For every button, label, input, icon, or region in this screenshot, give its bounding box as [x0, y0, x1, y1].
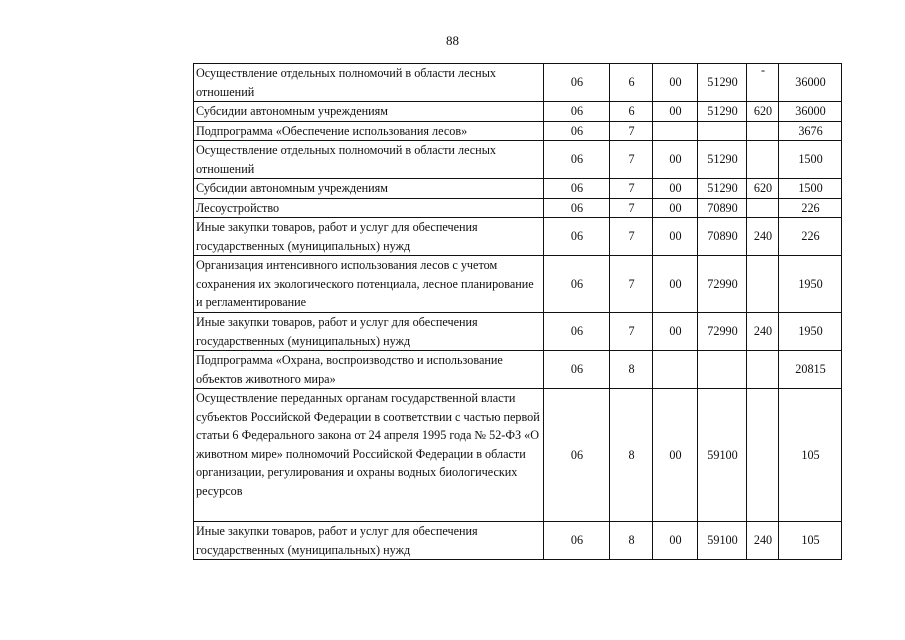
row-section: 06	[544, 313, 610, 351]
row-amount: 226	[779, 218, 842, 256]
row-subsection: 7	[610, 256, 653, 313]
row-amount: 36000	[779, 102, 842, 122]
row-program: 00	[653, 64, 698, 102]
table-row	[194, 64, 842, 102]
row-target: 59100	[698, 389, 747, 522]
row-target: 51290	[698, 102, 747, 122]
row-target: 70890	[698, 218, 747, 256]
row-target: 59100	[698, 522, 747, 560]
row-expense-type: -	[747, 64, 779, 102]
row-name: Субсидии автономным учреждениям	[194, 179, 544, 199]
row-expense-type: 240	[747, 218, 779, 256]
row-section: 06	[544, 121, 610, 141]
row-name: Лесоустройство	[194, 198, 544, 218]
row-expense-type: 240	[747, 522, 779, 560]
row-amount: 1950	[779, 313, 842, 351]
page-number: 88	[446, 33, 459, 48]
row-program: 00	[653, 141, 698, 179]
table-row	[194, 102, 842, 122]
row-expense-type: 620	[747, 102, 779, 122]
row-subsection: 8	[610, 389, 653, 522]
table-row	[194, 313, 842, 351]
table-row	[194, 389, 842, 522]
row-target	[698, 121, 747, 141]
row-subsection: 6	[610, 64, 653, 102]
row-subsection: 7	[610, 198, 653, 218]
row-amount: 105	[779, 522, 842, 560]
row-name: Подпрограмма «Охрана, воспроизводство и использование объектов животного мира»	[194, 351, 544, 389]
row-amount: 1500	[779, 179, 842, 199]
row-expense-type	[747, 121, 779, 141]
row-amount: 226	[779, 198, 842, 218]
row-target: 51290	[698, 141, 747, 179]
row-section: 06	[544, 198, 610, 218]
row-amount: 1950	[779, 256, 842, 313]
row-target: 70890	[698, 198, 747, 218]
row-name: Иные закупки товаров, работ и услуг для обеспечения государственных (муниципальных) нужд	[194, 522, 544, 560]
row-program: 00	[653, 313, 698, 351]
row-program	[653, 351, 698, 389]
row-section: 06	[544, 179, 610, 199]
budget-table	[193, 63, 842, 560]
table-row	[194, 218, 842, 256]
row-program: 00	[653, 389, 698, 522]
row-name: Организация интенсивного использования лесов с учетом сохранения их экологического потенциала, лесное планирование и регламентирование	[194, 256, 544, 313]
table-row	[194, 351, 842, 389]
row-expense-type	[747, 389, 779, 522]
row-amount: 3676	[779, 121, 842, 141]
row-program: 00	[653, 102, 698, 122]
row-expense-type	[747, 141, 779, 179]
row-name: Подпрограмма «Обеспечение использования лесов»	[194, 121, 544, 141]
row-section: 06	[544, 64, 610, 102]
row-section: 06	[544, 522, 610, 560]
row-target	[698, 351, 747, 389]
table-row	[194, 179, 842, 199]
row-subsection: 7	[610, 218, 653, 256]
row-section: 06	[544, 102, 610, 122]
row-program: 00	[653, 198, 698, 218]
budget-table-body	[194, 64, 842, 560]
row-name: Осуществление отдельных полномочий в области лесных отношений	[194, 141, 544, 179]
row-name: Осуществление отдельных полномочий в области лесных отношений	[194, 64, 544, 102]
row-subsection: 7	[610, 313, 653, 351]
row-section: 06	[544, 256, 610, 313]
row-section: 06	[544, 351, 610, 389]
row-name: Иные закупки товаров, работ и услуг для обеспечения государственных (муниципальных) нужд	[194, 313, 544, 351]
table-row	[194, 121, 842, 141]
row-name: Иные закупки товаров, работ и услуг для обеспечения государственных (муниципальных) нужд	[194, 218, 544, 256]
row-subsection: 8	[610, 351, 653, 389]
row-section: 06	[544, 389, 610, 522]
row-expense-type: 620	[747, 179, 779, 199]
row-amount: 36000	[779, 64, 842, 102]
row-target: 51290	[698, 64, 747, 102]
row-program: 00	[653, 522, 698, 560]
row-name: Осуществление переданных органам государственной власти субъектов Российской Федерации в соответствии с частью первой статьи 6 Федерального закона от 24 апреля 1995 года № 52-ФЗ «О животном мире» полномочий Российской Федерации в области организации, регулирования и охраны водных биологических ресурсов	[194, 389, 544, 522]
row-program: 00	[653, 256, 698, 313]
row-subsection: 8	[610, 522, 653, 560]
table-row	[194, 256, 842, 313]
row-amount: 20815	[779, 351, 842, 389]
row-expense-type: 240	[747, 313, 779, 351]
row-target: 51290	[698, 179, 747, 199]
row-program: 00	[653, 179, 698, 199]
row-program	[653, 121, 698, 141]
row-subsection: 6	[610, 102, 653, 122]
row-amount: 1500	[779, 141, 842, 179]
row-subsection: 7	[610, 121, 653, 141]
row-name: Субсидии автономным учреждениям	[194, 102, 544, 122]
row-program: 00	[653, 218, 698, 256]
row-section: 06	[544, 218, 610, 256]
row-expense-type	[747, 256, 779, 313]
row-section: 06	[544, 141, 610, 179]
row-subsection: 7	[610, 179, 653, 199]
row-subsection: 7	[610, 141, 653, 179]
table-row	[194, 522, 842, 560]
table-row	[194, 198, 842, 218]
row-amount: 105	[779, 389, 842, 522]
row-expense-type	[747, 198, 779, 218]
row-target: 72990	[698, 313, 747, 351]
table-row	[194, 141, 842, 179]
row-target: 72990	[698, 256, 747, 313]
row-expense-type	[747, 351, 779, 389]
